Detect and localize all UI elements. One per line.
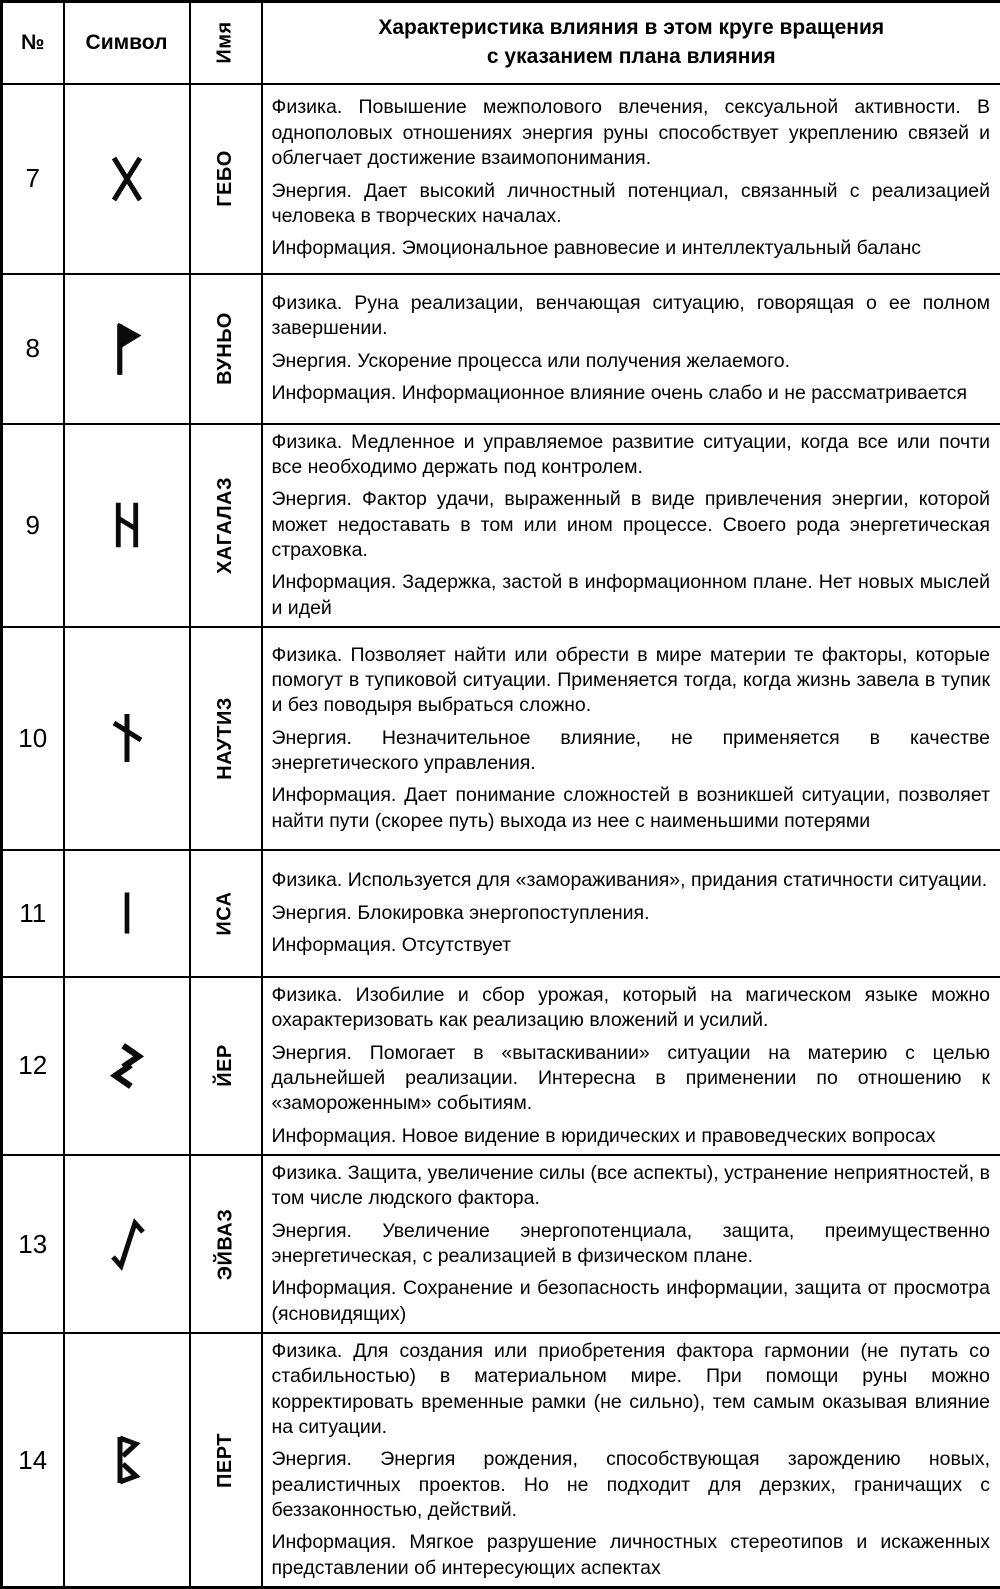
jera-rune-icon-cell: 12 xyxy=(2,977,64,1155)
rune-name: НАУТИЗ xyxy=(214,697,237,780)
perth-rune-icon xyxy=(64,1333,190,1588)
table-row xyxy=(2,850,1000,977)
jera-rune-icon xyxy=(64,977,190,1155)
energy-paragraph: Энергия. Увеличение энергопотенциала, защита, преимущественно энергетическая, с реализацией в физическом плане. xyxy=(272,1219,991,1270)
header-description-line2: с указанием плана влияния xyxy=(273,43,991,71)
table-row xyxy=(2,424,1000,627)
energy-paragraph: Энергия. Помогает в «вытаскивании» ситуации на материю с целью дальнейшей реализации. Интересна в применении по отношению к «замороженным» событиям. xyxy=(272,1041,991,1117)
info-paragraph: Информация. Задержка, застой в информационном плане. Нет новых мыслей и идей xyxy=(272,570,991,621)
table-row xyxy=(2,627,1000,850)
nauthiz-rune-icon xyxy=(64,627,190,850)
energy-paragraph: Энергия. Энергия рождения, способствующая зарождению новых, реалистичных проектов. Но не подходит для дерзких, граничащих с беззаконностью, действий. xyxy=(272,1447,991,1523)
info-paragraph: Информация. Отсутствует xyxy=(272,933,991,958)
rune-description-cell xyxy=(262,84,1000,274)
header-description xyxy=(262,2,1000,84)
rune-description-cell xyxy=(262,627,1000,850)
table-row xyxy=(2,274,1000,424)
rune-name-cell xyxy=(190,850,262,977)
energy-paragraph: Энергия. Ускорение процесса или получения желаемого. xyxy=(272,349,991,374)
rune-name-cell xyxy=(190,977,262,1155)
energy-paragraph: Энергия. Фактор удачи, выраженный в виде привлечения энергии, которой может недоставать в том или ином процессе. Своего рода энергетическая страховка. xyxy=(272,487,991,563)
rune-name-cell xyxy=(190,84,262,274)
rune-name: ЭЙВАЗ xyxy=(214,1208,237,1280)
header-description-line1: Характеристика влияния в этом круге вращения xyxy=(273,14,991,42)
hagalaz-rune-icon xyxy=(64,424,190,627)
row-number: 14 xyxy=(2,1333,64,1588)
isa-rune-icon xyxy=(64,850,190,977)
energy-paragraph: Энергия. Дает высокий личностный потенциал, связанный с реализацией человека в творческих началах. xyxy=(272,179,991,230)
header-name xyxy=(190,2,262,84)
row-number: 7 xyxy=(2,84,64,274)
physics-paragraph: Физика. Медленное и управляемое развитие ситуации, когда все или почти все необходимо держать под контролем. xyxy=(272,430,991,481)
rune-description-cell xyxy=(262,274,1000,424)
table-row xyxy=(2,84,1000,274)
header-name-label: Имя xyxy=(214,22,237,64)
rune-description-cell xyxy=(262,424,1000,627)
physics-paragraph: Физика. Повышение межполового влечения, сексуальной активности. В однополовых отношениях энергия руны способствует укреплению связей и облегчает достижение взаимопонимания. xyxy=(272,95,991,171)
eihwaz-rune-icon xyxy=(64,1155,190,1333)
rune-description-cell xyxy=(262,850,1000,977)
physics-paragraph: Физика. Позволяет найти или обрести в мире материи те факторы, которые помогут в тупиковой ситуации. Применяется тогда, когда жизнь завела в тупик и без поводыря выбраться сложно. xyxy=(272,643,991,719)
row-number: 13 xyxy=(2,1155,64,1333)
rune-name-cell xyxy=(190,274,262,424)
rune-name: ХАГАЛАЗ xyxy=(214,477,237,574)
row-number: 9 xyxy=(2,424,64,627)
header-number: № xyxy=(2,2,64,84)
header-symbol: Символ xyxy=(64,2,190,84)
physics-paragraph: Физика. Руна реализации, венчающая ситуацию, говорящая о ее полном завершении. xyxy=(272,291,991,342)
rune-name-cell xyxy=(190,1155,262,1333)
info-paragraph: Информация. Дает понимание сложностей в возникшей ситуации, позволяет найти пути (скорее путь) выхода из нее с наименьшими потерями xyxy=(272,783,991,834)
rune-name: ЙЕР xyxy=(214,1045,237,1088)
rune-name: ВУНЬО xyxy=(214,312,237,385)
row-number: 11 xyxy=(2,850,64,977)
table-row xyxy=(2,1333,1000,1588)
physics-paragraph: Физика. Используется для «замораживания», придания статичности ситуации. xyxy=(272,868,991,893)
info-paragraph: Информация. Мягкое разрушение личностных стереотипов и искаженных представлении об интересующих аспектах xyxy=(272,1530,991,1581)
header-row xyxy=(2,2,1000,84)
physics-paragraph: Физика. Защита, увеличение силы (все аспекты), устранение неприятностей, в том числе людского фактора. xyxy=(272,1161,991,1212)
rune-name-cell xyxy=(190,1333,262,1588)
table-row xyxy=(2,1155,1000,1333)
info-paragraph: Информация. Информационное влияние очень слабо и не рассматривается xyxy=(272,381,991,406)
table-row xyxy=(2,977,1000,1155)
rune-name-cell xyxy=(190,627,262,850)
info-paragraph: Информация. Новое видение в юридических и правоведческих вопросах xyxy=(272,1124,991,1149)
wunjo-rune-icon xyxy=(64,274,190,424)
row-number: 8 xyxy=(2,274,64,424)
physics-paragraph: Физика. Изобилие и сбор урожая, который на магическом языке можно охарактеризовать как реализацию вложений и усилий. xyxy=(272,983,991,1034)
energy-paragraph: Энергия. Незначительное влияние, не применяется в качестве энергетического управления. xyxy=(272,726,991,777)
physics-paragraph: Физика. Для создания или приобретения фактора гармонии (не путать со стабильностью) в материальном мире. При помощи руны можно корректировать временные рамки (не сильно), тем самым оказывая влияние на ситуации. xyxy=(272,1339,991,1440)
energy-paragraph: Энергия. Блокировка энергопоступления. xyxy=(272,901,991,926)
info-paragraph: Информация. Сохранение и безопасность информации, защита от просмотра (ясновидящих) xyxy=(272,1276,991,1327)
rune-description-cell xyxy=(262,1333,1000,1588)
gebo-rune-icon xyxy=(64,84,190,274)
rune-description-cell xyxy=(262,977,1000,1155)
row-number: 10 xyxy=(2,627,64,850)
rune-name: ИСА xyxy=(214,891,237,935)
rune-name: ПЕРТ xyxy=(214,1433,237,1488)
info-paragraph: Информация. Эмоциональное равновесие и интеллектуальный баланс xyxy=(272,236,991,261)
rune-name: ГЕБО xyxy=(214,150,237,207)
rune-description-cell xyxy=(262,1155,1000,1333)
rune-name-cell xyxy=(190,424,262,627)
